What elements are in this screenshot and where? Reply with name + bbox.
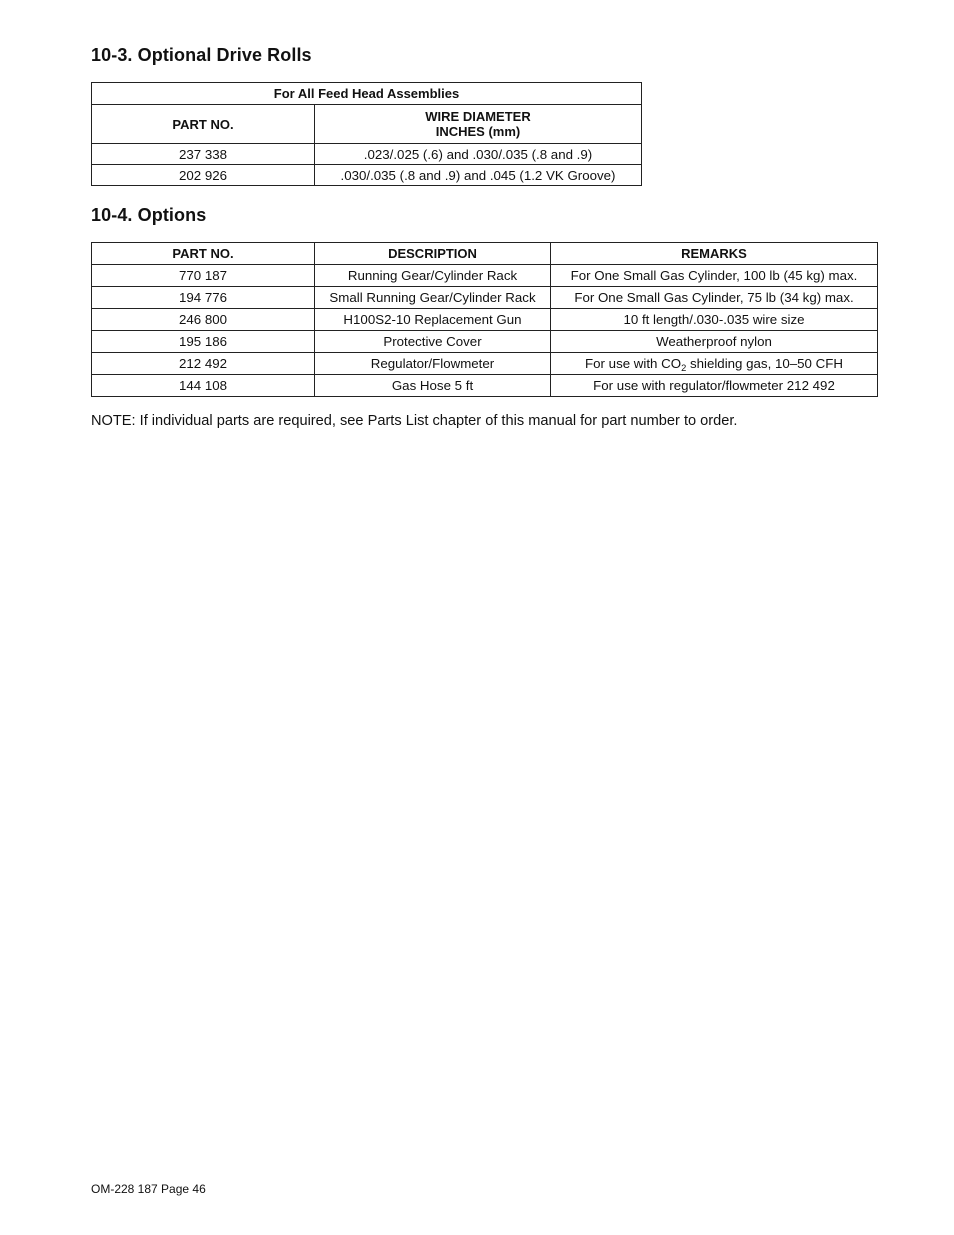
description-cell: Running Gear/Cylinder Rack (315, 265, 551, 287)
part-number-cell: 194 776 (92, 287, 315, 309)
page-footer: OM-228 187 Page 46 (91, 1182, 206, 1196)
column-header-wire-diameter-line1: WIRE DIAMETER (425, 109, 531, 124)
drive-rolls-table (91, 82, 642, 186)
description-cell: Regulator/Flowmeter (315, 353, 551, 375)
remarks-text-post: shielding gas, 10–50 CFH (686, 356, 843, 371)
column-header-wire-diameter (315, 105, 642, 144)
part-number-cell: 246 800 (92, 309, 315, 331)
table-caption: For All Feed Head Assemblies (92, 83, 642, 105)
wire-diameter-cell: .023/.025 (.6) and .030/.035 (.8 and .9) (315, 144, 642, 165)
part-number-cell: 770 187 (92, 265, 315, 287)
table-row (92, 165, 642, 186)
part-number-cell: 202 926 (92, 165, 315, 186)
column-header-part-no: PART NO. (92, 105, 315, 144)
remarks-cell: 10 ft length/.030-.035 wire size (551, 309, 878, 331)
section-title-drive-rolls: 10-3. Optional Drive Rolls (91, 45, 312, 65)
table-row (92, 353, 878, 375)
section-title-options: 10-4. Options (91, 205, 207, 225)
column-header-wire-diameter-line2: INCHES (mm) (435, 124, 521, 139)
table-row (92, 375, 878, 397)
remarks-cell: For One Small Gas Cylinder, 100 lb (45 kg) max. (551, 265, 878, 287)
table-row (92, 287, 878, 309)
description-cell: Small Running Gear/Cylinder Rack (315, 287, 551, 309)
part-number-cell: 212 492 (92, 353, 315, 375)
description-cell: Gas Hose 5 ft (315, 375, 551, 397)
remarks-cell (551, 353, 878, 375)
remarks-subscript: 2 (681, 363, 687, 373)
column-header-description: DESCRIPTION (315, 243, 551, 265)
remarks-cell: Weatherproof nylon (551, 331, 878, 353)
note-text: NOTE: If individual parts are required, see Parts List chapter of this manual for part number to order. (91, 413, 738, 429)
description-cell: H100S2-10 Replacement Gun (315, 309, 551, 331)
remarks-cell: For One Small Gas Cylinder, 75 lb (34 kg) max. (551, 287, 878, 309)
remarks-text-pre: For use with CO (585, 356, 682, 371)
remarks-cell: For use with regulator/flowmeter 212 492 (551, 375, 878, 397)
part-number-cell: 237 338 (92, 144, 315, 165)
column-header-part-no: PART NO. (92, 243, 315, 265)
part-number-cell: 195 186 (92, 331, 315, 353)
table-row (92, 309, 878, 331)
table-row (92, 144, 642, 165)
part-number-cell: 144 108 (92, 375, 315, 397)
description-cell: Protective Cover (315, 331, 551, 353)
options-table (91, 242, 878, 397)
column-header-remarks: REMARKS (551, 243, 878, 265)
table-row (92, 265, 878, 287)
table-row (92, 331, 878, 353)
wire-diameter-cell: .030/.035 (.8 and .9) and .045 (1.2 VK Groove) (315, 165, 642, 186)
